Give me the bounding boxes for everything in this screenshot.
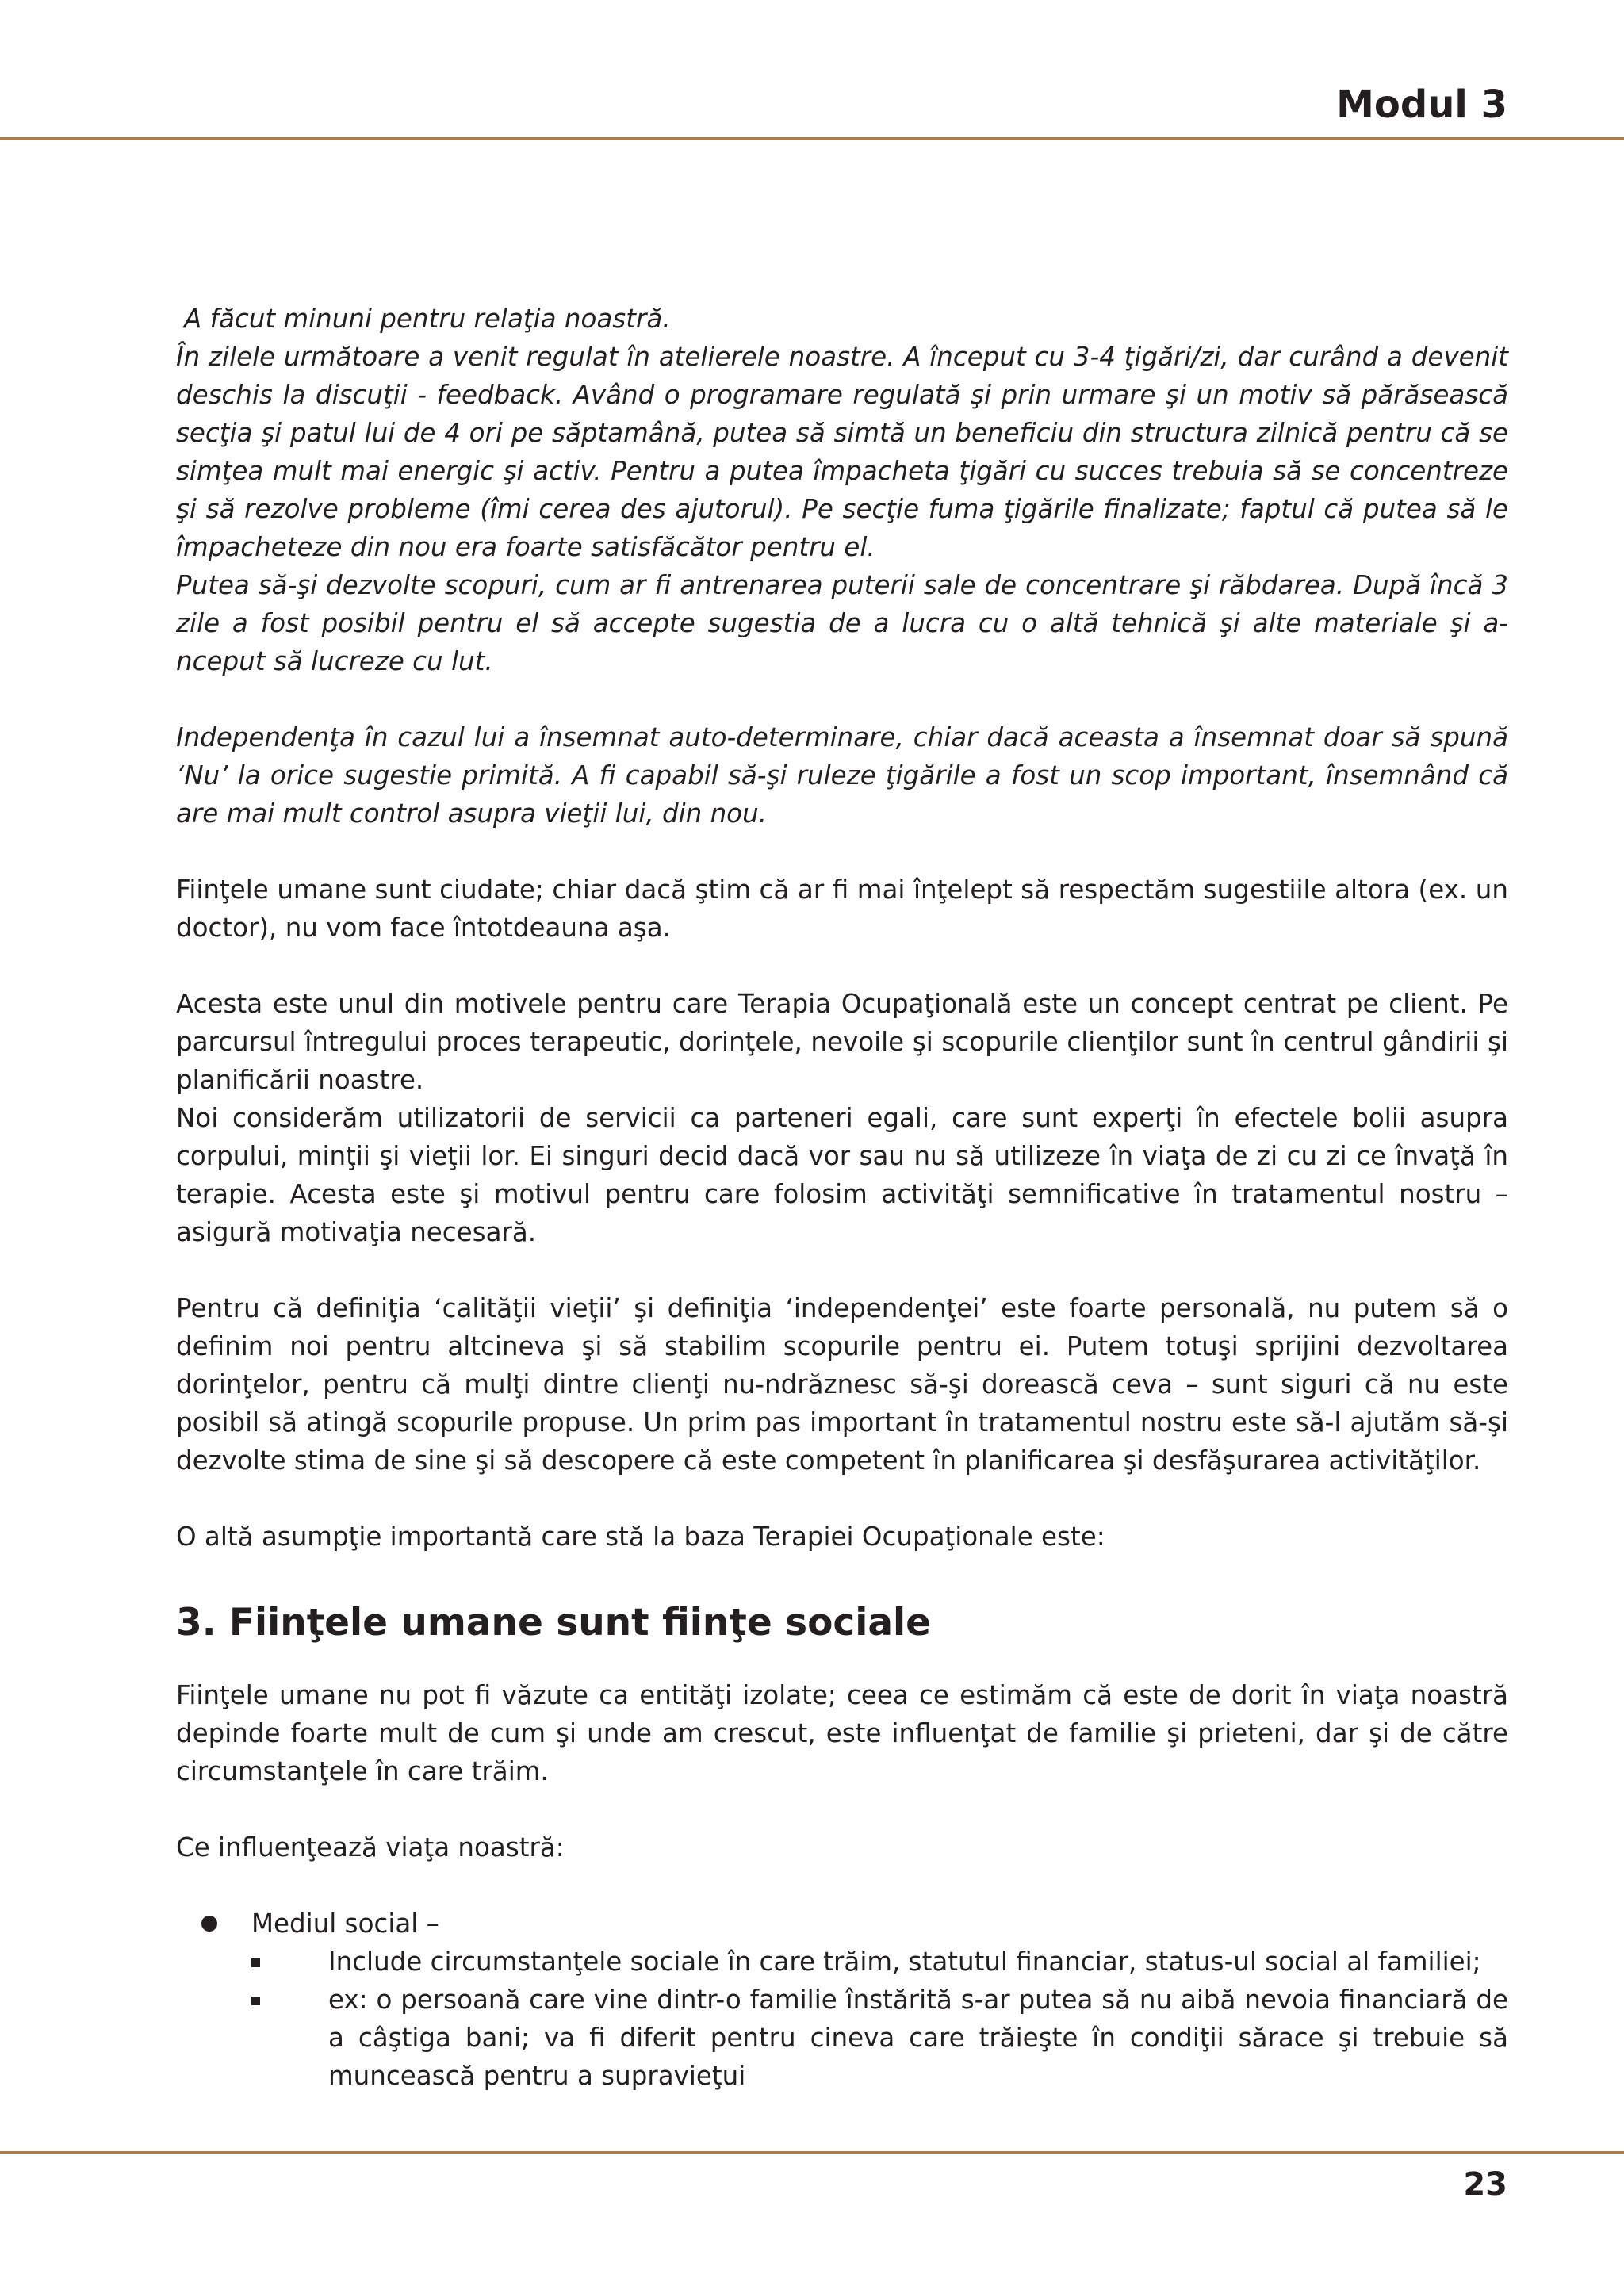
paragraph-7: Noi considerăm utilizatorii de servicii ca parteneri egali, care sunt experţi în efectele bolii asupra corpului, minţii şi vieţii lor. Ei singuri decid dacă vor sau nu să utilizeze în viaţa de zi cu zi ce învaţă în terapie. Acesta este şi motivul pentru care folosim activităţi semnificative în tratamentul nostru – asigură motivaţia necesară. xyxy=(176,1103,1508,1247)
running-header-title: Modul 3 xyxy=(1336,82,1507,127)
sub-list xyxy=(251,1943,1508,2095)
influence-list xyxy=(176,1905,1508,2095)
paragraph-11: Ce influenţează viaţa noastră: xyxy=(176,1832,565,1863)
footer-rule xyxy=(0,2151,1624,2154)
paragraph-italic-3: Putea să-şi dezvolte scopuri, cum ar fi antrenarea puterii sale de concentrare şi răbdarea. După încă 3 zile a fost posibil pentru el să accepte sugestia de a lucra cu o altă tehnică şi alte materiale şi a-nceput să lucreze cu lut. xyxy=(176,570,1508,676)
section-heading: 3. Fiinţele umane sunt fiinţe sociale xyxy=(176,1601,932,1644)
sub-list-item-text: ex: o persoană care vine dintr-o familie înstărită s-ar putea să nu aibă nevoia financiară de a câştiga bani; va fi diferit pentru cineva care trăieşte în condiţii sărace şi trebuie să muncească pentru a supravieţui xyxy=(328,1985,1508,2091)
bullet-square-icon xyxy=(251,1958,260,1967)
sub-list-item xyxy=(251,1943,1508,1981)
bullet-dot-icon xyxy=(201,1916,217,1932)
bullet-square-icon xyxy=(251,1997,260,2005)
paragraph-10: Fiinţele umane nu pot fi văzute ca entităţi izolate; ceea ce estimăm că este de dorit în viaţa noastră depinde foarte mult de cum şi unde am crescut, este influenţat de familie şi prieteni, dar şi de către circumstanţele în care trăim. xyxy=(176,1680,1508,1786)
sub-list-item xyxy=(251,1981,1508,2095)
paragraph-9: O altă asumpţie importantă care stă la baza Terapiei Ocupaţionale este: xyxy=(176,1522,1105,1552)
paragraph-italic-2: În zilele următoare a venit regulat în atelierele noastre. A început cu 3-4 ţigări/zi, dar curând a devenit deschis la discuţii - feedback. Având o programare regulată şi prin urmare şi un motiv să părăsească secţia şi patul lui de 4 ori pe săptamână, putea să simtă un beneficiu din structura zilnică pentru că se simţea mult mai energic şi activ. Pentru a putea împacheta ţigări cu succes trebuia să se concentreze şi să rezolve probleme (îmi cerea des ajutorul). Pe secţie fuma ţigările finalizate; faptul că putea să le împacheteze din nou era foarte satisfăcător pentru el. xyxy=(176,342,1508,562)
list-item xyxy=(176,1905,1508,2095)
paragraph-6: Acesta este unul din motivele pentru care Terapia Ocupaţională este un concept centrat pe client. Pe parcursul întregului proces terapeutic, dorinţele, nevoile şi scopurile clienţilor sunt în centrul gândirii şi planificării noastre. xyxy=(176,989,1508,1095)
paragraph-8: Pentru că definiţia ‘calităţii vieţii’ şi definiţia ‘independenţei’ este foarte personală, nu putem să o definim noi pentru altcineva şi să stabilim scopurile pentru ei. Putem totuşi sprijini dezvoltarea dorinţelor, pentru că mulţi dintre clienţi nu-ndrăznesc să-şi dorească ceva – sunt siguri că nu este posibil să atingă scopurile propuse. Un prim pas important în tratamentul nostru este să-l ajutăm să-şi dezvolte stima de sine şi să descopere că este competent în planificarea şi desfăşurarea activităţilor. xyxy=(176,1293,1508,1476)
page-number: 23 xyxy=(1463,2166,1507,2203)
paragraph-italic-1: A făcut minuni pentru relaţia noastră. xyxy=(184,304,671,334)
list-item-label: Mediul social – xyxy=(251,1909,439,1939)
header-rule xyxy=(0,137,1624,140)
sub-list-item-text: Include circumstanţele sociale în care trăim, statutul financiar, status-ul social al familiei; xyxy=(328,1947,1481,1977)
page-body xyxy=(176,300,1508,2095)
paragraph-5: Fiinţele umane sunt ciudate; chiar dacă ştim că ar fi mai înţelept să respectăm sugestiile altora (ex. un doctor), nu vom face întotdeauna aşa. xyxy=(176,875,1508,943)
paragraph-italic-4: Independenţa în cazul lui a însemnat auto-determinare, chiar dacă aceasta a însemnat doar să spună ‘Nu’ la orice sugestie primită. A fi capabil să-şi ruleze ţigările a fost un scop important, însemnând că are mai mult control asupra vieţii lui, din nou. xyxy=(176,722,1508,829)
